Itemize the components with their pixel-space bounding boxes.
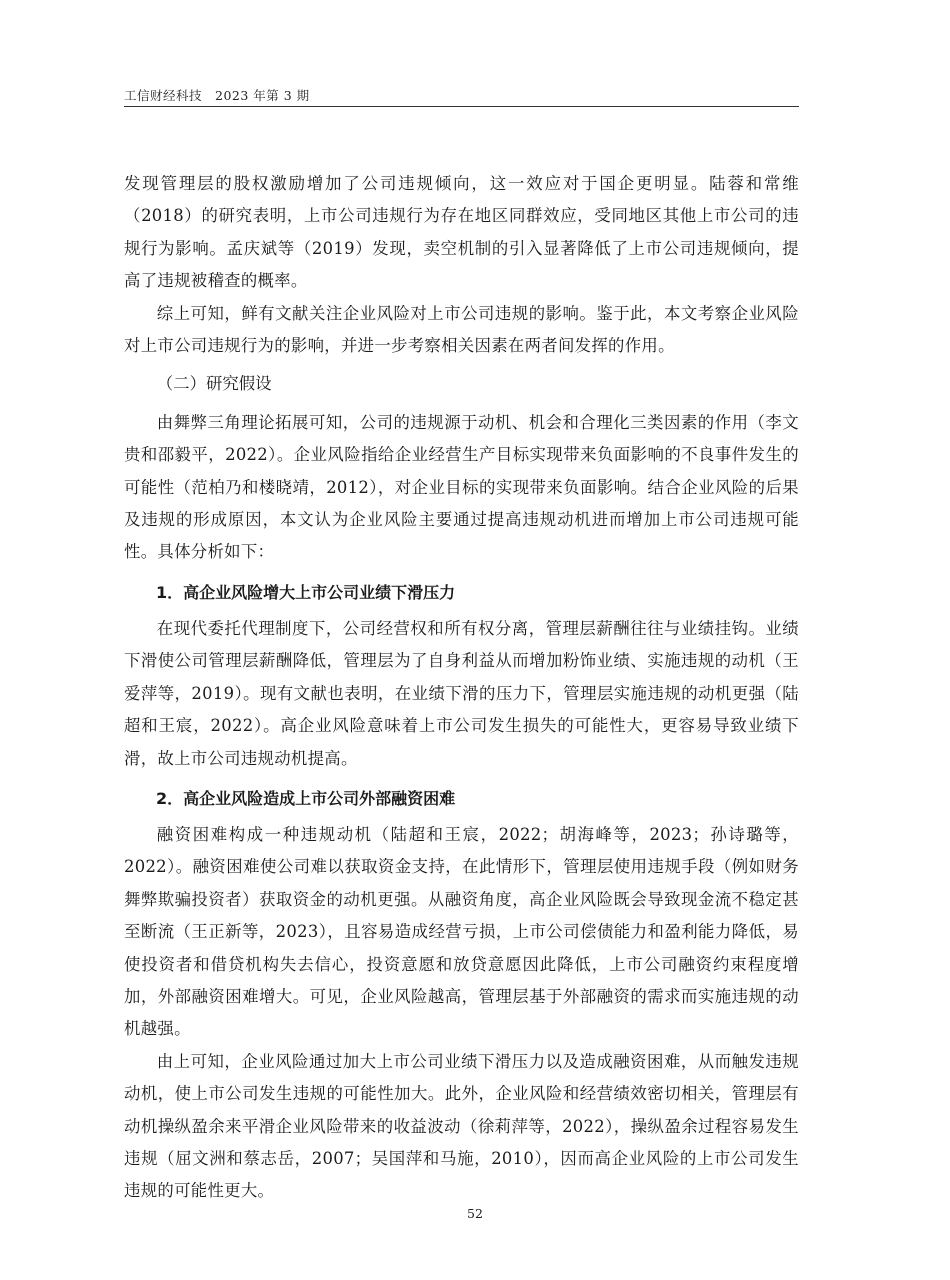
subsection-heading-1: 1．高企业风险增大上市公司业绩下滑压力 <box>156 582 456 602</box>
paragraph-summary: 综上可知，鲜有文献关注企业风险对上市公司违规的影响。鉴于此，本文考察企业风险对上市公司违规行为的影响，并进一步考察相关因素在两者间发挥的作用。 <box>124 303 799 356</box>
page-number: 52 <box>467 1206 483 1221</box>
page-body <box>124 168 799 1208</box>
paragraph-continued: 发现管理层的股权激励增加了公司违规倾向，这一效应对于国企更明显。陆蓉和常维（2018）的研究表明，上市公司违规行为存在地区同群效应，受同地区其他上市公司的违规行为影响。孟庆斌等（2019）发现，卖空机制的引入显著降低了上市公司违规倾向，提高了违规被稽查的概率。 <box>124 174 799 291</box>
paragraph-conclusion: 由上可知，企业风险通过加大上市公司业绩下滑压力以及造成融资困难，从而触发违规动机，使上市公司发生违规的可能性加大。此外，企业风险和经营绩效密切相关，管理层有动机操纵盈余来平滑企业风险带来的收益波动（徐莉萍等，2022），操纵盈余过程容易发生违规（屈文洲和蔡志岳，2007；吴国萍和马施，2010），因而高企业风险的上市公司发生违规的可能性更大。 <box>124 1051 799 1201</box>
header-divider <box>124 106 799 107</box>
paragraph-financing-difficulty: 融资困难构成一种违规动机（陆超和王宸，2022；胡海峰等，2023；孙诗璐等，2022）。融资困难使公司难以获取资金支持，在此情形下，管理层使用违规手段（例如财务舞弊欺骗投资者）获取资金的动机更强。从融资角度，高企业风险既会导致现金流不稳定甚至断流（王正新等，2023），且容易造成经营亏损，上市公司偿债能力和盈利能力降低，易使投资者和借贷机构失去信心，投资意愿和放贷意愿因此降低，上市公司融资约束程度增加，外部融资困难增大。可见，企业风险越高，管理层基于外部融资的需求而实施违规的动机越强。 <box>124 824 799 1039</box>
paragraph-hypothesis-intro: 由舞弊三角理论拓展可知，公司的违规源于动机、机会和合理化三类因素的作用（李文贵和邵毅平，2022）。企业风险指给企业经营生产目标实现带来负面影响的不良事件发生的可能性（范柏乃和楼晓靖，2012），对企业目标的实现带来负面影响。结合企业风险的后果及违规的形成原因，本文认为企业风险主要通过提高违规动机进而增加上市公司违规可能性。具体分析如下： <box>124 412 799 562</box>
running-header: 工信财经科技 2023 年第 3 期 <box>124 88 310 103</box>
subsection-heading-2: 2．高企业风险造成上市公司外部融资困难 <box>156 788 456 808</box>
section-heading: （二）研究假设 <box>156 374 272 394</box>
paragraph-performance-pressure: 在现代委托代理制度下，公司经营权和所有权分离，管理层薪酬往往与业绩挂钩。业绩下滑使公司管理层薪酬降低，管理层为了自身利益从而增加粉饰业绩、实施违规的动机（王爱萍等，2019）。现有文献也表明，在业绩下滑的压力下，管理层实施违规的动机更强（陆超和王宸，2022）。高企业风险意味着上市公司发生损失的可能性大，更容易导致业绩下滑，故上市公司违规动机提高。 <box>124 618 799 768</box>
